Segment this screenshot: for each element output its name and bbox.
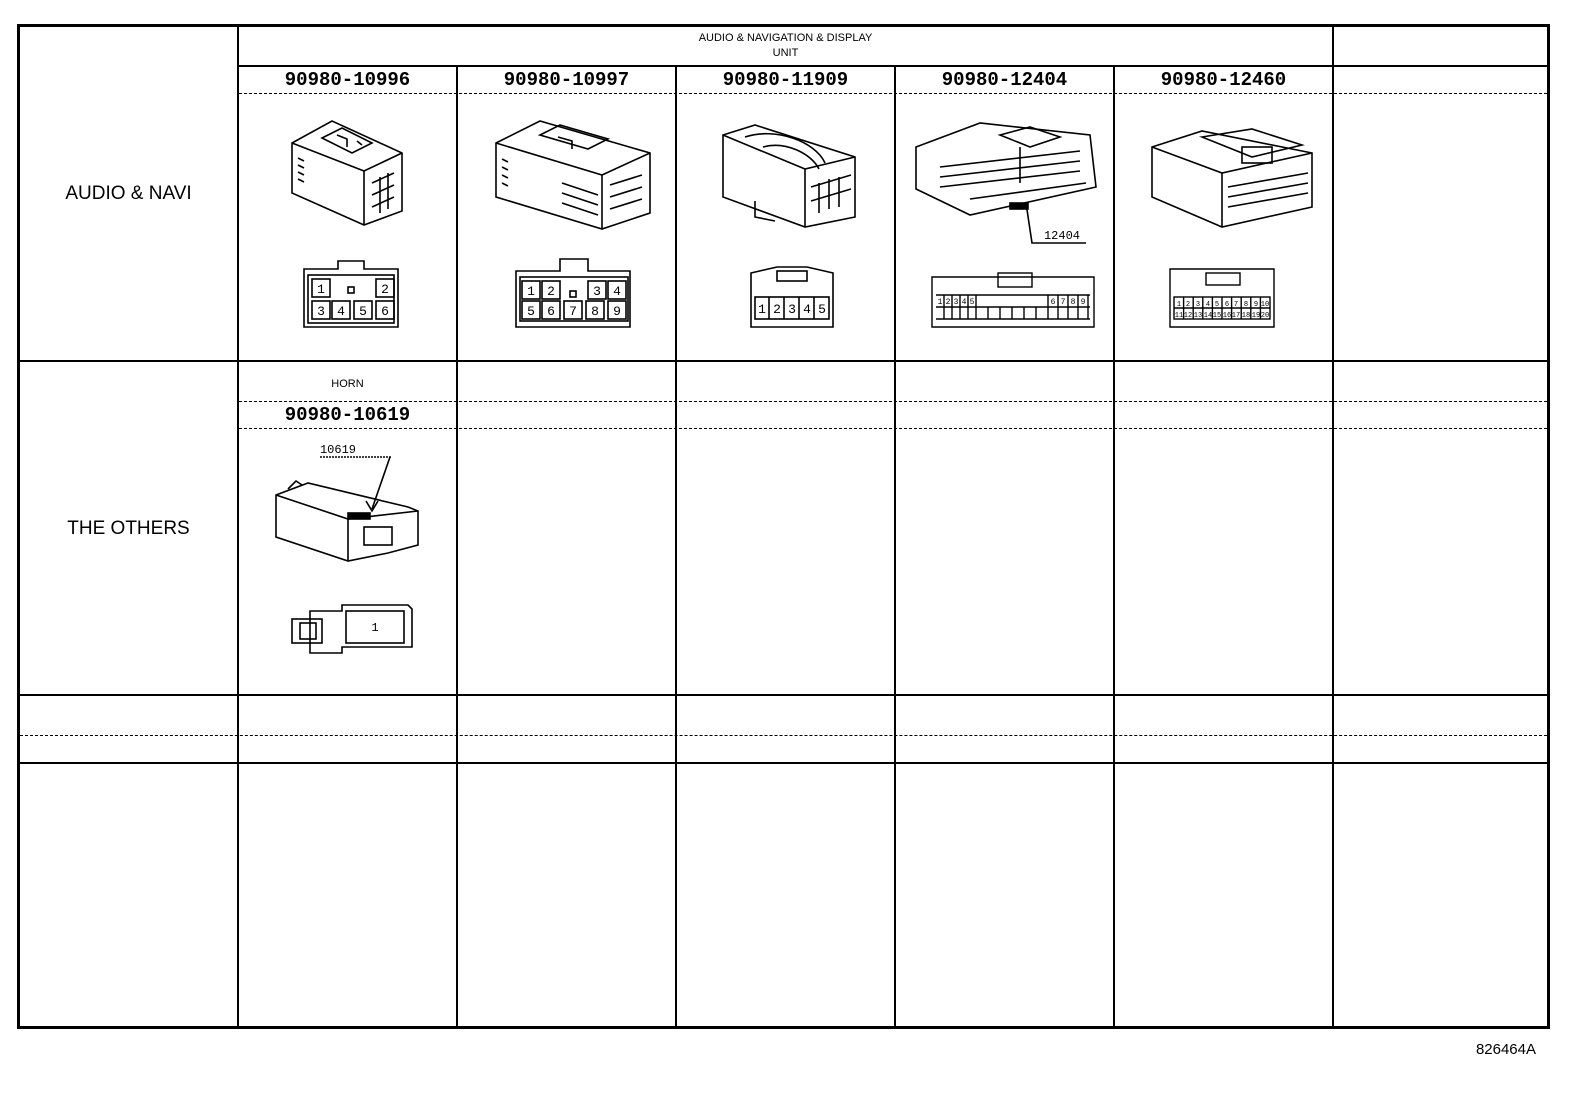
pin-label: 6 (547, 304, 555, 319)
connector-10997-3d-icon (490, 113, 655, 233)
group-header-line1: AUDIO & NAVIGATION & DISPLAY (698, 32, 873, 44)
pin-label: 7 (1233, 301, 1239, 309)
pin-label: 6 (1050, 298, 1056, 307)
pin-label: 2 (381, 282, 389, 297)
pin-label: 8 (1243, 301, 1249, 309)
callout-12404: 12404 (1043, 229, 1081, 243)
pin-label: 1 (371, 621, 379, 635)
pin-label: 3 (1195, 301, 1201, 309)
pin-label: 13 (1193, 312, 1203, 320)
pin-label: 4 (613, 284, 621, 299)
pin-label: 18 (1241, 312, 1251, 320)
pin-label: 5 (359, 304, 367, 319)
pin-label: 5 (818, 302, 826, 317)
part-number-10997: 90980-10997 (503, 69, 630, 91)
pin-label: 4 (1205, 301, 1211, 309)
pin-label: 6 (381, 304, 389, 319)
pin-label: 5 (527, 304, 535, 319)
pin-label: 3 (593, 284, 601, 299)
part-number-12460: 90980-12460 (1160, 69, 1287, 91)
group-header (239, 31, 1332, 61)
row-label-the-others: THE OTHERS (67, 518, 190, 539)
connector-12460-3d-icon (1142, 117, 1317, 232)
pin-label: 16 (1222, 312, 1232, 320)
part-number-11909: 90980-11909 (722, 69, 849, 91)
pin-label: 17 (1231, 312, 1241, 320)
pin-label: 9 (1253, 301, 1259, 309)
pin-label: 9 (1080, 298, 1086, 307)
connector-12460-face-icon (1166, 263, 1278, 337)
pin-label: 4 (803, 302, 811, 317)
pin-label: 4 (961, 298, 967, 307)
pin-label: 1 (758, 302, 766, 317)
pin-label: 19 (1251, 312, 1261, 320)
horn-label: HORN (331, 378, 364, 390)
pin-label: 2 (1185, 301, 1191, 309)
pin-label: 7 (1060, 298, 1066, 307)
pin-label: 4 (337, 304, 345, 319)
pin-label: 2 (547, 284, 555, 299)
connector-10996-3d-icon (282, 113, 422, 228)
pin-label: 5 (969, 298, 975, 307)
pin-label: 1 (527, 284, 535, 299)
row-label-audio-navi: AUDIO & NAVI (65, 183, 192, 204)
callout-10619: 10619 (319, 443, 357, 457)
connector-11909-face-icon (747, 263, 837, 333)
figure-id: 826464A (1475, 1041, 1536, 1058)
pin-label: 3 (788, 302, 796, 317)
connector-12404-3d-icon (910, 107, 1100, 252)
pin-label: 15 (1212, 312, 1222, 320)
part-number-12404: 90980-12404 (941, 69, 1068, 91)
group-header-line2: UNIT (772, 47, 799, 59)
pin-label: 3 (953, 298, 959, 307)
pin-label: 1 (937, 298, 943, 307)
pin-label: 1 (317, 282, 325, 297)
connector-10997-face-icon (512, 253, 634, 335)
pin-label: 2 (945, 298, 951, 307)
pin-label: 7 (569, 304, 577, 319)
connector-10619-face-icon (286, 597, 420, 659)
connector-table (17, 24, 1550, 1029)
connector-11909-3d-icon (715, 117, 865, 232)
pin-label: 2 (773, 302, 781, 317)
pin-label: 5 (1214, 301, 1220, 309)
pin-label: 3 (317, 304, 325, 319)
connector-12404-face-icon (928, 271, 1098, 337)
connector-10996-face-icon (298, 255, 408, 335)
pin-label: 6 (1224, 301, 1230, 309)
pin-label: 12 (1183, 312, 1193, 320)
pin-label: 1 (1176, 301, 1182, 309)
pin-label: 14 (1203, 312, 1213, 320)
part-number-10996: 90980-10996 (284, 69, 411, 91)
pin-label: 11 (1174, 312, 1184, 320)
pin-label: 8 (591, 304, 599, 319)
pin-label: 20 (1260, 312, 1270, 320)
pin-label: 8 (1070, 298, 1076, 307)
part-number-10619: 90980-10619 (284, 404, 411, 426)
pin-label: 10 (1260, 301, 1270, 309)
pin-label: 9 (613, 304, 621, 319)
connector-10619-3d-icon (268, 437, 428, 572)
